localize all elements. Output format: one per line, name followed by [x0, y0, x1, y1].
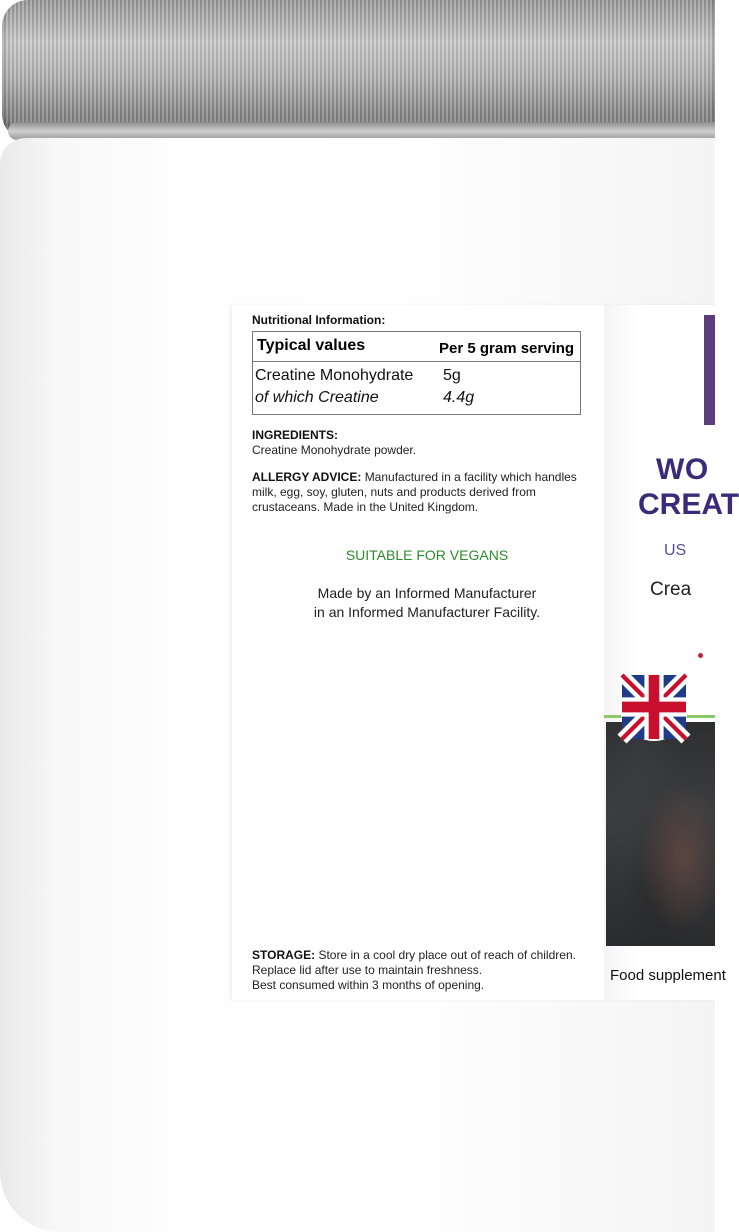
storage-heading: STORAGE:	[252, 948, 316, 962]
allergy-section	[252, 470, 592, 515]
jar-lid	[2, 0, 715, 140]
table-row	[253, 367, 580, 389]
allergy-heading: ALLERGY ADVICE:	[252, 470, 362, 484]
row-name: of which Creatine	[255, 389, 379, 406]
table-row	[253, 389, 580, 411]
allergy-text: Manufactured in a facility which handles milk, egg, soy, gluten, nuts and products derived from crustaceans. Made in the United Kingdom.	[252, 470, 577, 514]
header-serving: Per 5 gram serving	[439, 340, 575, 357]
storage-line-1: Store in a cool dry place out of reach of children.	[318, 948, 576, 962]
nutrition-table	[252, 331, 581, 415]
red-dot	[698, 653, 703, 658]
food-supplement-text: Food supplement	[610, 967, 726, 984]
row-value: 5g	[443, 367, 461, 384]
ingredients-section	[252, 428, 592, 458]
manufacturer-statement	[252, 584, 602, 622]
vegan-statement: SUITABLE FOR VEGANS	[345, 547, 509, 563]
front-subtitle: US	[664, 542, 687, 559]
ingredients-heading: INGREDIENTS:	[252, 428, 339, 442]
front-product-line: Crea	[650, 579, 692, 600]
made-line-2: in an Informed Manufacturer Facility.	[313, 604, 541, 620]
product-label	[232, 305, 739, 1000]
storage-section	[252, 948, 592, 993]
row-value: 4.4g	[443, 389, 475, 406]
nutrition-title: Nutritional Information:	[252, 313, 386, 327]
made-line-1: Made by an Informed Manufacturer	[317, 585, 537, 601]
uk-flag-icon	[622, 675, 686, 739]
row-name: Creatine Monohydrate	[255, 367, 414, 384]
brand-band	[704, 315, 715, 425]
front-panel	[604, 305, 739, 1000]
storage-line-2: Replace lid after use to maintain freshness.	[252, 963, 483, 977]
storage-line-3: Best consumed within 3 months of opening.	[252, 978, 485, 992]
product-photo	[606, 722, 715, 946]
ingredients-text: Creatine Monohydrate powder.	[252, 443, 417, 457]
nutrition-table-header	[253, 332, 580, 362]
brand-line-1: WO	[656, 453, 709, 486]
header-typical-values: Typical values	[257, 337, 366, 354]
brand-line-2: CREAT	[638, 488, 739, 521]
